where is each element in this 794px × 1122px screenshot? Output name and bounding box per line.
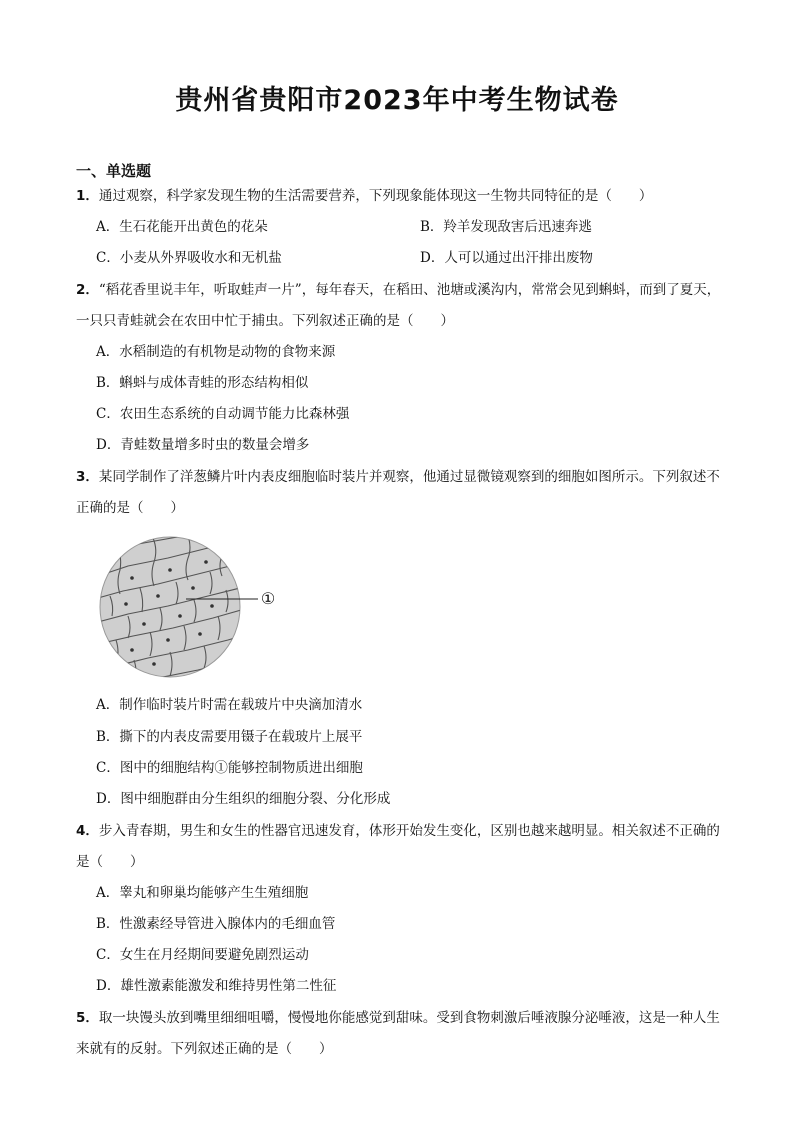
exam-title: 贵州省贵阳市2023年中考生物试卷: [175, 85, 619, 116]
option-d: D．图中细胞群由分生组织的细胞分裂、分化形成: [96, 791, 391, 807]
question-1: [76, 181, 726, 212]
question-stem: “稻花香里说丰年，听取蛙声一片”，每年春天，在稻田、池塘或溪沟内，常常会见到蝌蚪，而到了夏天，一只只青蛙就会在农田中忙于捕虫。下列叙述正确的是（ ）: [76, 282, 721, 329]
question-number: 1．: [76, 188, 99, 204]
question-4: [76, 816, 726, 878]
onion-epidermis-micrograph: [98, 536, 288, 678]
option-d: D．人可以通过出汗排出废物: [420, 250, 593, 266]
question-stem: 通过观察，科学家发现生物的生活需要营养，下列现象能体现这一生物共同特征的是（ ）: [98, 188, 653, 204]
question-stem: 步入青春期，男生和女生的性器官迅速发育，体形开始发生变化，区别也越来越明显。相关叙述不正确的是（ ）: [76, 823, 720, 870]
option-b: B．性激素经导管进入腺体内的毛细血管: [96, 916, 336, 932]
question-number: 3．: [76, 469, 99, 485]
option-a: A．制作临时装片时需在载玻片中央滴加清水: [96, 697, 363, 713]
question-number: 4．: [76, 823, 99, 839]
option-d: D．青蛙数量增多时虫的数量会增多: [96, 437, 310, 453]
option-c: C．农田生态系统的自动调节能力比森林强: [96, 406, 350, 422]
question-stem: 取一块馒头放到嘴里细细咀嚼，慢慢地你能感觉到甜味。受到食物刺激后唾液腺分泌唾液，这是一种人生来就有的反射。下列叙述正确的是（ ）: [76, 1010, 720, 1057]
option-c: C．小麦从外界吸收水和无机盐: [96, 250, 282, 266]
option-a: A．睾丸和卵巢均能够产生生殖细胞: [96, 885, 309, 901]
option-b: B．撕下的内表皮需要用镊子在载玻片上展平: [96, 729, 363, 745]
option-b: B．蝌蚪与成体青蛙的形态结构相似: [96, 375, 309, 391]
question-3: [76, 462, 726, 524]
option-d: D．雄性激素能激发和维持男性第二性征: [96, 978, 337, 994]
figure-label: ①: [260, 589, 276, 608]
option-a: A．生石花能开出黄色的花朵: [96, 219, 268, 235]
question-stem: 某同学制作了洋葱鳞片叶内表皮细胞临时装片并观察，他通过显微镜观察到的细胞如图所示。下列叙述不正确的是（ ）: [76, 469, 720, 516]
question-2: [76, 275, 726, 337]
option-c: C．图中的细胞结构①能够控制物质进出细胞: [96, 760, 363, 776]
question-number: 5．: [76, 1010, 99, 1026]
question-5: [76, 1003, 726, 1065]
option-b: B．羚羊发现敌害后迅速奔逃: [420, 219, 592, 235]
question-number: 2．: [76, 282, 99, 298]
option-a: A．水稻制造的有机物是动物的食物来源: [96, 344, 336, 360]
section-heading: 一、单选题: [76, 162, 152, 180]
option-c: C．女生在月经期间要避免剧烈运动: [96, 947, 309, 963]
